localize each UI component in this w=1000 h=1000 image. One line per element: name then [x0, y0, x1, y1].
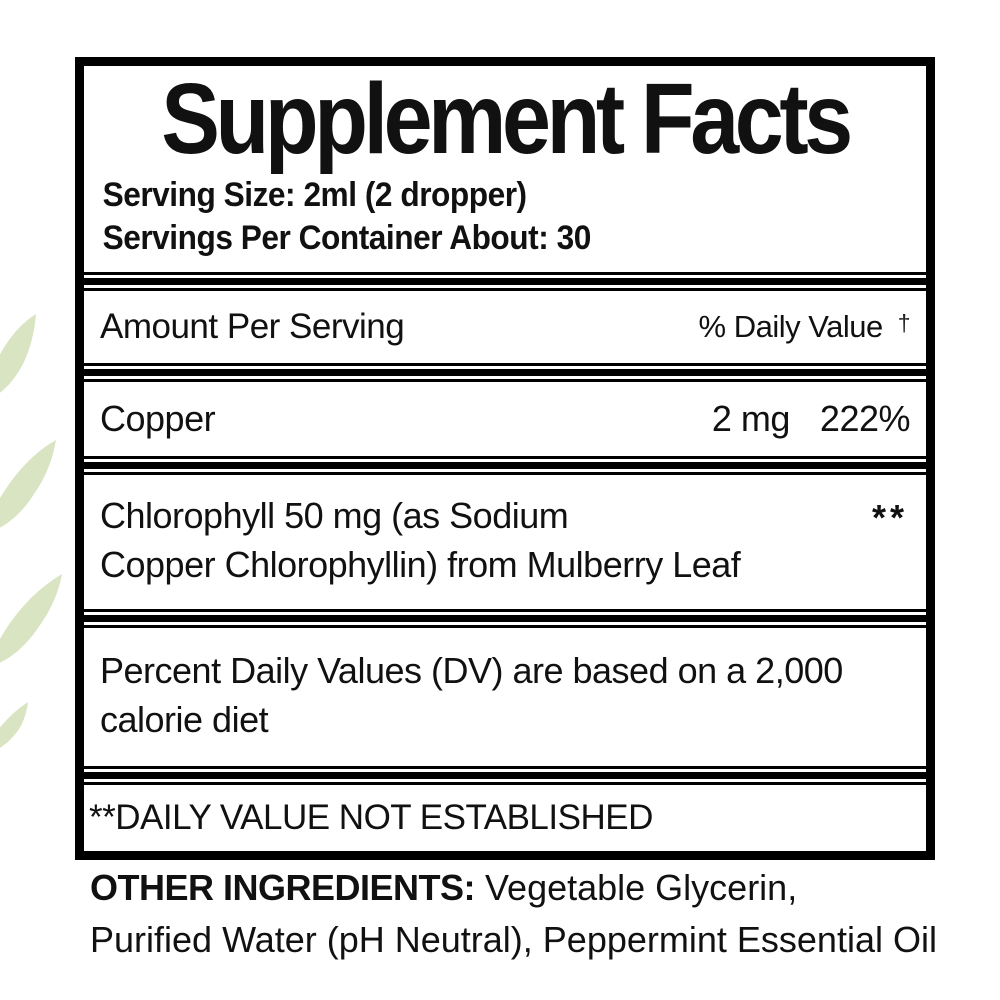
section-divider [84, 609, 926, 628]
daily-value-footnote [84, 628, 926, 766]
nutrient-amount: 2 mg [711, 398, 790, 439]
servings-per-container-text: Servings Per Container About: 30 [102, 219, 591, 257]
label-header-section [84, 63, 926, 272]
nutrient-daily-value: 222% [819, 398, 910, 439]
other-ingredients-block [90, 862, 995, 966]
section-divider [84, 272, 926, 291]
leaf-icon [0, 314, 36, 402]
supplement-facts-label [75, 57, 935, 860]
section-divider [84, 456, 926, 475]
nutrient-row-copper [84, 382, 926, 456]
nutrient-row-chlorophyll [84, 475, 926, 609]
footnote-line2: calorie diet [100, 699, 269, 740]
leaf-icon [0, 574, 62, 668]
serving-size-text: Serving Size: 2ml (2 dropper) [102, 176, 527, 214]
section-divider [84, 766, 926, 785]
not-established-text: **DAILY VALUE NOT ESTABLISHED [89, 798, 653, 837]
label-title: Supplement Facts [161, 63, 849, 175]
daily-value-label: % Daily Value [698, 309, 883, 344]
serving-info [84, 174, 867, 260]
footnote-line1: Percent Daily Values (DV) are based on a 2,000 [100, 650, 843, 691]
other-ingredients-line2: Purified Water (pH Neutral), Peppermint Essential Oil [90, 919, 937, 960]
leaf-group [0, 314, 62, 756]
other-ingredients-heading: OTHER INGREDIENTS: [90, 867, 476, 908]
amount-per-serving-label: Amount Per Serving [100, 307, 405, 346]
leaf-sprig-icon [0, 300, 70, 770]
leaf-icon [0, 702, 28, 756]
dagger-symbol: † [897, 309, 910, 336]
amount-per-serving-row [84, 291, 926, 363]
nutrient-name: Copper [100, 398, 216, 439]
other-ingredients-line1 [90, 862, 995, 914]
daily-value-header [699, 309, 910, 345]
chlorophyll-line2: Copper Chlorophyllin) from Mulberry Leaf [100, 544, 741, 585]
leaf-icon [0, 440, 56, 534]
no-daily-value-mark: ** [871, 497, 908, 538]
not-established-note [84, 785, 926, 851]
nutrient-values [712, 398, 910, 440]
other-ingredients-line1-rest: Vegetable Glycerin, [475, 867, 798, 908]
chlorophyll-line1: Chlorophyll 50 mg (as Sodium [100, 495, 569, 536]
section-divider [84, 363, 926, 382]
